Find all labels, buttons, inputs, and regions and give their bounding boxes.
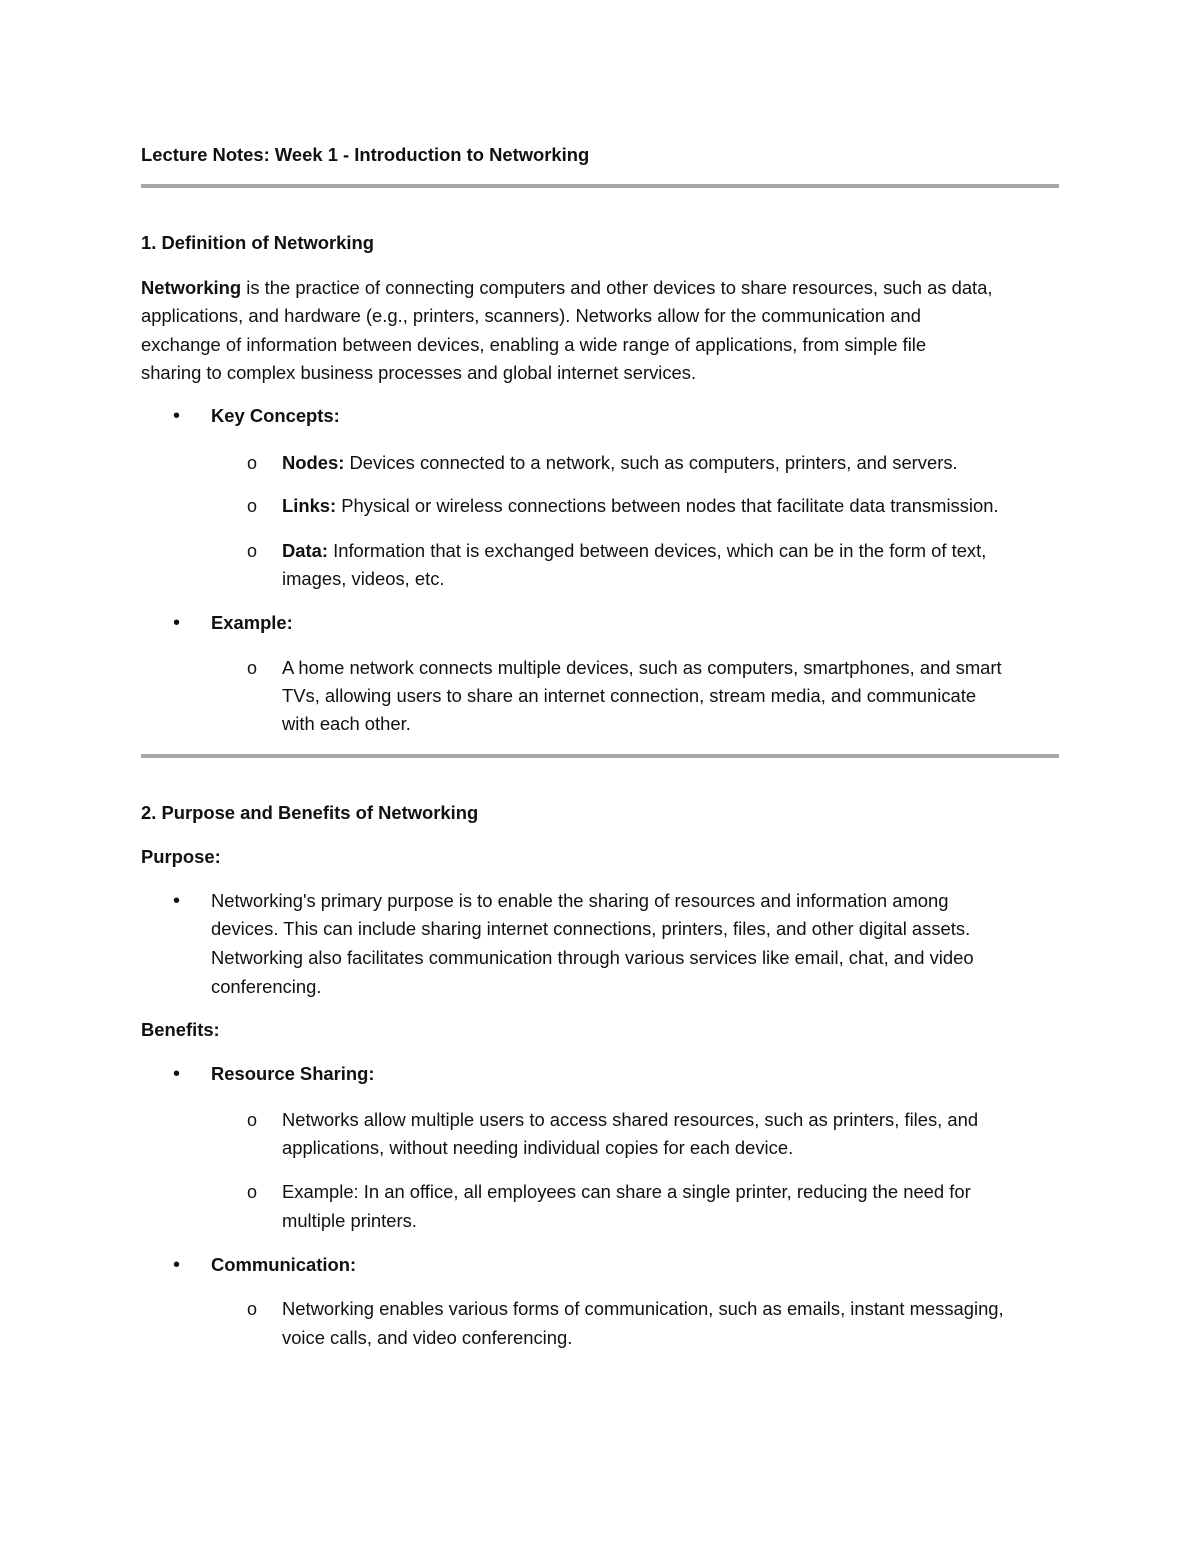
page-title: Lecture Notes: Week 1 - Introduction to Networking [141,144,590,165]
purpose-line: Networking's primary purpose is to enable the sharing of resources and information among [211,890,949,911]
concept-term: Nodes: [282,452,345,473]
sub-bullet-icon: o [247,1182,258,1202]
concept-text: Devices connected to a network, such as computers, printers, and servers. [344,452,958,473]
resource-sharing-item: Example: In an office, all employees can share a single printer, reducing the need for [282,1181,971,1202]
sub-bullet-icon: o [247,496,258,516]
example-line: with each other. [282,713,411,734]
example-line: A home network connects multiple devices, such as computers, smartphones, and smart [282,657,1002,678]
concept-term: Data: [282,540,328,561]
resource-sharing-item: Networks allow multiple users to access shared resources, such as printers, files, and [282,1109,979,1130]
section-heading: 2. Purpose and Benefits of Networking [141,802,479,823]
example-label: Example: [211,612,293,633]
divider [141,184,1059,188]
communication-label: Communication: [211,1254,357,1275]
sub-bullet-icon: o [247,453,258,473]
bullet-icon: • [173,1254,181,1276]
purpose-line: Networking also facilitates communication through various services like email, chat, and video [211,947,974,968]
communication-item: Networking enables various forms of communication, such as emails, instant messaging, [282,1298,1004,1319]
concept-text: Physical or wireless connections between nodes that facilitate data transmission. [336,495,999,516]
sub-bullet-icon: o [247,1299,258,1319]
resource-sharing-item: multiple printers. [282,1210,417,1231]
concept-text: Information that is exchanged between devices, which can be in the form of text, [328,540,987,561]
resource-sharing-item: applications, without needing individual copies for each device. [282,1137,794,1158]
section-heading: 1. Definition of Networking [141,232,374,253]
key-concepts-label: Key Concepts: [211,405,340,426]
benefits-label: Benefits: [141,1019,220,1040]
sub-bullet-icon: o [247,658,258,678]
bullet-icon: • [173,612,181,634]
purpose-line: conferencing. [211,976,322,997]
concept-item [282,492,999,521]
concept-term: Links: [282,495,337,516]
concept-item [282,449,958,478]
sub-bullet-icon: o [247,541,258,561]
paragraph-text: is the practice of connecting computers and other devices to share resources, such as data, [241,277,993,298]
bullet-icon: • [173,1063,181,1085]
paragraph-line [141,274,993,303]
concept-item [282,537,986,566]
paragraph-line: sharing to complex business processes and global internet services. [141,362,697,383]
communication-item: voice calls, and video conferencing. [282,1327,573,1348]
purpose-label: Purpose: [141,846,221,867]
resource-sharing-label: Resource Sharing: [211,1063,375,1084]
bullet-icon: • [173,890,181,912]
paragraph-line: exchange of information between devices, enabling a wide range of applications, from simple file [141,334,927,355]
purpose-line: devices. This can include sharing internet connections, printers, files, and other digital assets. [211,918,971,939]
paragraph-line: applications, and hardware (e.g., printers, scanners). Networks allow for the communication and [141,305,921,326]
sub-bullet-icon: o [247,1110,258,1130]
example-line: TVs, allowing users to share an internet connection, stream media, and communicate [282,685,977,706]
bullet-icon: • [173,405,181,427]
divider [141,754,1059,758]
concept-text-continued: images, videos, etc. [282,568,445,589]
term-networking: Networking [141,277,242,298]
